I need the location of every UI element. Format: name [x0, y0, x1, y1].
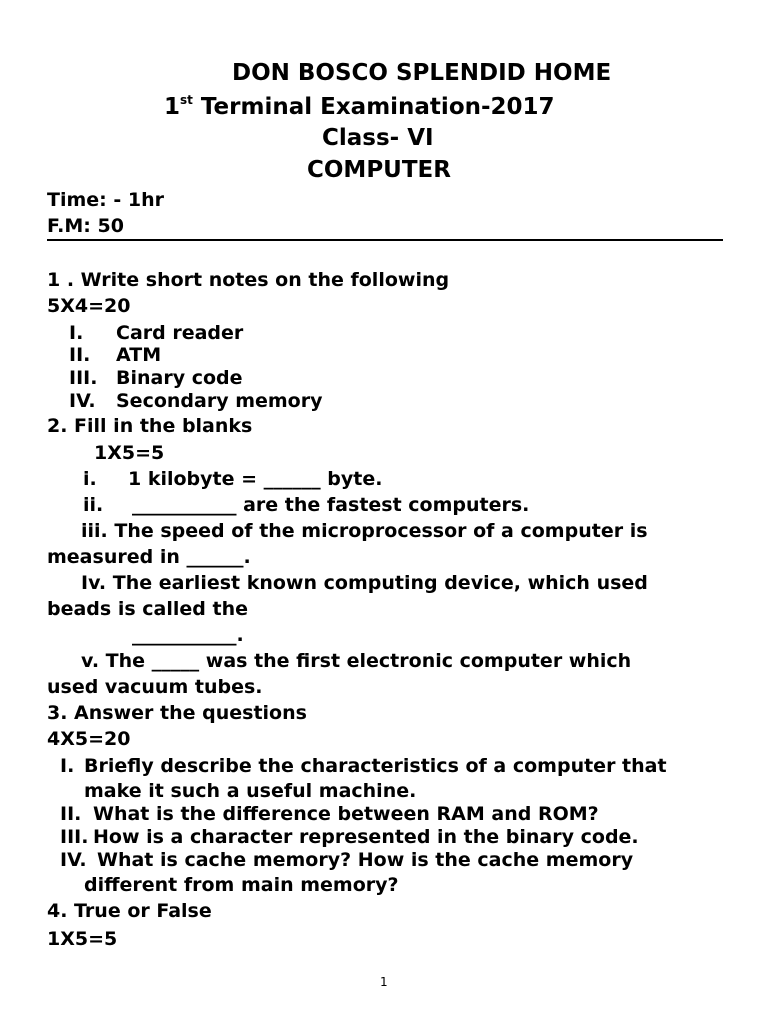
q2-iv-line3: ___________.: [132, 624, 244, 646]
q1-item-1-text: Card reader: [116, 322, 244, 344]
q3-item-3-text: How is a character represented in the binary code.: [93, 826, 639, 848]
q2-title: 2. Fill in the blanks: [47, 415, 253, 437]
exam-number: 1: [164, 94, 181, 120]
q1-item-3-num: III.: [69, 367, 98, 389]
q3-item-1-num: I.: [60, 755, 75, 777]
school-name: DON BOSCO SPLENDID HOME: [232, 60, 612, 86]
q2-i-num: i.: [83, 468, 97, 490]
q4-marks: 1X5=5: [47, 928, 118, 950]
q2-ii-num: ii.: [83, 494, 104, 516]
q2-iii-line2: measured in ______.: [47, 546, 251, 568]
q4-title: 4. True or False: [47, 900, 212, 922]
q2-iv-line1: Iv. The earliest known computing device, which used: [81, 572, 648, 594]
q1-item-2-text: ATM: [116, 344, 162, 366]
q3-item-4-line1: What is cache memory? How is the cache memory: [97, 849, 634, 871]
q2-v-line2: used vacuum tubes.: [47, 676, 263, 698]
q3-item-3-num: III.: [60, 826, 89, 848]
class-label: Class- VI: [322, 125, 434, 151]
q3-item-2-text: What is the difference between RAM and ROM?: [93, 803, 599, 825]
q1-item-4-text: Secondary memory: [116, 390, 323, 412]
q1-item-4-num: IV.: [69, 390, 96, 412]
full-marks-info: F.M: 50: [47, 215, 124, 237]
exam-ordinal-suffix: st: [180, 93, 193, 107]
q3-item-2-num: II.: [60, 803, 82, 825]
q3-item-1-line1: Briefly describe the characteristics of a computer that: [84, 755, 667, 777]
q3-item-4-line2: different from main memory?: [84, 874, 399, 896]
page-number: 1: [380, 975, 388, 989]
q1-item-3-text: Binary code: [116, 367, 243, 389]
q1-item-1-num: I.: [69, 322, 84, 344]
subject-title: COMPUTER: [307, 157, 451, 183]
q1-title: 1 . Write short notes on the following: [47, 269, 450, 291]
time-info: Time: - 1hr: [47, 189, 164, 211]
q2-i-text: 1 kilobyte = ______ byte.: [128, 468, 383, 490]
header-divider: [47, 239, 723, 241]
q3-marks: 4X5=20: [47, 728, 131, 750]
q1-item-2-num: II.: [69, 344, 91, 366]
q3-title: 3. Answer the questions: [47, 702, 307, 724]
q3-item-1-line2: make it such a useful machine.: [84, 780, 417, 802]
q3-item-4-num: IV.: [60, 849, 87, 871]
exam-title: [164, 94, 555, 119]
exam-name: Terminal Examination-2017: [192, 94, 555, 120]
q1-marks: 5X4=20: [47, 295, 131, 317]
q2-marks: 1X5=5: [94, 442, 165, 464]
q2-ii-text: ___________ are the fastest computers.: [132, 494, 530, 516]
q2-iv-line2: beads is called the: [47, 598, 248, 620]
q2-iii-line1: iii. The speed of the microprocessor of a computer is: [81, 520, 648, 542]
q2-v-line1: v. The _____ was the first electronic computer which: [81, 650, 632, 672]
